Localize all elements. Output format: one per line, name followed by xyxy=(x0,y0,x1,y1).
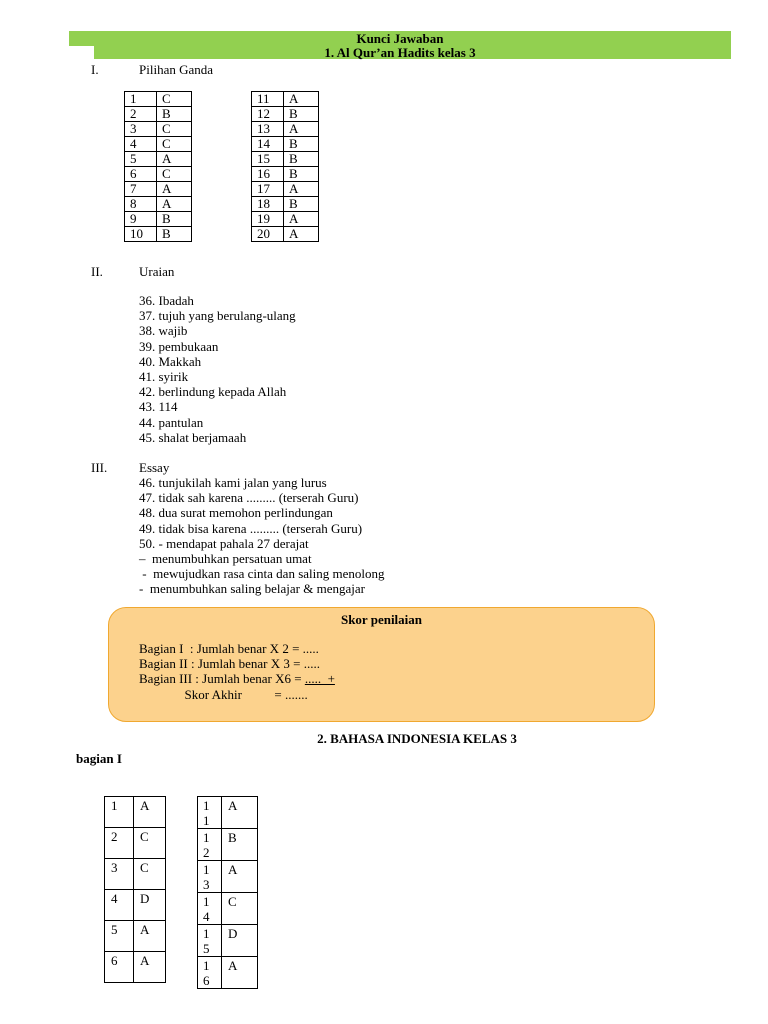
answer-row xyxy=(252,107,319,122)
answer-row xyxy=(252,182,319,197)
score-line-3 xyxy=(139,671,335,686)
question-number: 1 xyxy=(125,92,157,107)
list-item: 38. wajib xyxy=(139,323,188,339)
list-item: 44. pantulan xyxy=(139,414,204,430)
answer-letter: B xyxy=(222,829,258,861)
answer-row xyxy=(252,197,319,212)
answer-letter: C xyxy=(222,893,258,925)
answer-row xyxy=(198,957,258,989)
answer-letter: A xyxy=(222,861,258,893)
question-number: 1 6 xyxy=(198,957,222,989)
answer-row xyxy=(125,167,192,182)
section2-title: Uraian xyxy=(139,264,175,279)
answer-letter: A xyxy=(157,197,192,212)
question-number: 5 xyxy=(105,921,134,952)
list-item: - menumbuhkan saling belajar & mengajar xyxy=(139,581,365,597)
bi-answer-table-1-6 xyxy=(104,796,166,983)
question-number: 10 xyxy=(125,227,157,242)
question-number: 15 xyxy=(252,152,284,167)
answer-letter: B xyxy=(284,152,319,167)
score-line-2: Bagian II : Jumlah benar X 3 = ..... xyxy=(139,656,320,672)
question-number: 11 xyxy=(252,92,284,107)
answer-letter: A xyxy=(284,227,319,242)
answer-letter: A xyxy=(157,182,192,197)
question-number: 1 4 xyxy=(198,893,222,925)
subject-title-2: 2. BAHASA INDONESIA KELAS 3 xyxy=(317,731,517,746)
question-number: 1 5 xyxy=(198,925,222,957)
score-lines xyxy=(139,641,335,702)
answer-row xyxy=(125,197,192,212)
subject-title-1: 1. Al Qur’an Hadits kelas 3 xyxy=(324,45,476,60)
question-number: 16 xyxy=(252,167,284,182)
document-title: Kunci Jawaban xyxy=(356,31,444,46)
answer-letter: C xyxy=(157,167,192,182)
question-number: 1 1 xyxy=(198,797,222,829)
section3-roman: III. xyxy=(91,460,108,475)
question-number: 1 xyxy=(105,797,134,828)
section1-roman: I. xyxy=(91,62,99,77)
list-item: 41. syirik xyxy=(139,368,189,384)
answer-row xyxy=(125,227,192,242)
header-banner xyxy=(69,31,731,59)
list-item: 45. shalat berjamaah xyxy=(139,429,247,445)
answer-row xyxy=(252,152,319,167)
answer-row xyxy=(125,137,192,152)
score-line-3-blank: ..... + xyxy=(304,671,335,687)
answer-letter: A xyxy=(284,182,319,197)
score-title: Skor penilaian xyxy=(340,612,423,627)
list-item: 48. dua surat memohon perlindungan xyxy=(139,505,333,521)
answer-letter: D xyxy=(134,890,166,921)
answer-letter: B xyxy=(157,212,192,227)
question-number: 4 xyxy=(125,137,157,152)
answer-letter: A xyxy=(157,152,192,167)
answer-letter: C xyxy=(134,859,166,890)
answer-letter: A xyxy=(284,212,319,227)
answer-letter: A xyxy=(284,92,319,107)
answer-row xyxy=(125,122,192,137)
question-number: 1 3 xyxy=(198,861,222,893)
answer-row xyxy=(252,122,319,137)
question-number: 6 xyxy=(105,952,134,983)
answer-row xyxy=(125,152,192,167)
list-item: 36. Ibadah xyxy=(139,293,194,308)
section2-roman: II. xyxy=(91,264,103,279)
section3-title: Essay xyxy=(139,460,170,475)
list-item: 50. - mendapat pahala 27 derajat xyxy=(139,535,309,551)
list-item: 42. berlindung kepada Allah xyxy=(139,384,287,400)
answer-row xyxy=(125,182,192,197)
score-line-3-text: Bagian III : Jumlah benar X6 = xyxy=(139,671,305,687)
part-label: bagian I xyxy=(76,751,122,766)
question-number: 7 xyxy=(125,182,157,197)
uraian-list xyxy=(139,293,296,445)
question-number: 9 xyxy=(125,212,157,227)
answer-row xyxy=(105,952,166,983)
answer-row xyxy=(252,167,319,182)
answer-table-1-10 xyxy=(124,91,192,242)
answer-row xyxy=(198,829,258,861)
answer-letter: A xyxy=(134,952,166,983)
question-number: 18 xyxy=(252,197,284,212)
answer-row xyxy=(105,921,166,952)
answer-row xyxy=(252,137,319,152)
answer-letter: C xyxy=(157,92,192,107)
answer-row xyxy=(105,797,166,828)
answer-letter: B xyxy=(157,227,192,242)
list-item: 46. tunjukilah kami jalan yang lurus xyxy=(139,475,327,490)
answer-row xyxy=(198,861,258,893)
essay-list xyxy=(139,475,385,597)
question-number: 17 xyxy=(252,182,284,197)
question-number: 5 xyxy=(125,152,157,167)
list-item: 47. tidak sah karena ......... (terserah Guru) xyxy=(139,490,359,506)
answer-row xyxy=(125,212,192,227)
question-number: 14 xyxy=(252,137,284,152)
answer-letter: D xyxy=(222,925,258,957)
question-number: 19 xyxy=(252,212,284,227)
question-number: 13 xyxy=(252,122,284,137)
answer-row xyxy=(105,890,166,921)
answer-row xyxy=(125,92,192,107)
answer-letter: B xyxy=(284,167,319,182)
answer-table-11-20 xyxy=(251,91,319,242)
answer-letter: A xyxy=(134,797,166,828)
answer-row xyxy=(198,925,258,957)
question-number: 12 xyxy=(252,107,284,122)
answer-letter: C xyxy=(134,828,166,859)
list-item: 43. 114 xyxy=(139,399,178,415)
answer-row xyxy=(252,92,319,107)
answer-letter: B xyxy=(284,197,319,212)
question-number: 3 xyxy=(105,859,134,890)
answer-letter: A xyxy=(284,122,319,137)
answer-row xyxy=(198,893,258,925)
answer-letter: A xyxy=(222,957,258,989)
score-box xyxy=(108,607,655,722)
answer-letter: B xyxy=(284,137,319,152)
question-number: 4 xyxy=(105,890,134,921)
score-line-4: Skor Akhir = ....... xyxy=(139,686,308,702)
question-number: 8 xyxy=(125,197,157,212)
bi-answer-table-11-16 xyxy=(197,796,258,989)
section1-title: Pilihan Ganda xyxy=(139,62,214,77)
question-number: 6 xyxy=(125,167,157,182)
question-number: 2 xyxy=(125,107,157,122)
answer-row xyxy=(252,227,319,242)
answer-letter: A xyxy=(134,921,166,952)
question-number: 20 xyxy=(252,227,284,242)
list-item: - mewujudkan rasa cinta dan saling menolong xyxy=(139,566,385,582)
answer-letter: B xyxy=(284,107,319,122)
question-number: 3 xyxy=(125,122,157,137)
answer-row xyxy=(125,107,192,122)
score-line-1: Bagian I : Jumlah benar X 2 = ..... xyxy=(139,641,319,656)
list-item: 37. tujuh yang berulang-ulang xyxy=(139,308,296,324)
list-item: 49. tidak bisa karena ......... (terserah Guru) xyxy=(139,520,363,536)
list-item: 39. pembukaan xyxy=(139,338,219,354)
answer-letter: C xyxy=(157,137,192,152)
list-item: 40. Makkah xyxy=(139,353,202,369)
answer-row xyxy=(198,797,258,829)
answer-letter: C xyxy=(157,122,192,137)
question-number: 2 xyxy=(105,828,134,859)
answer-row xyxy=(105,859,166,890)
answer-row xyxy=(252,212,319,227)
answer-letter: A xyxy=(222,797,258,829)
answer-letter: B xyxy=(157,107,192,122)
answer-row xyxy=(105,828,166,859)
list-item: – menumbuhkan persatuan umat xyxy=(139,550,312,566)
question-number: 1 2 xyxy=(198,829,222,861)
